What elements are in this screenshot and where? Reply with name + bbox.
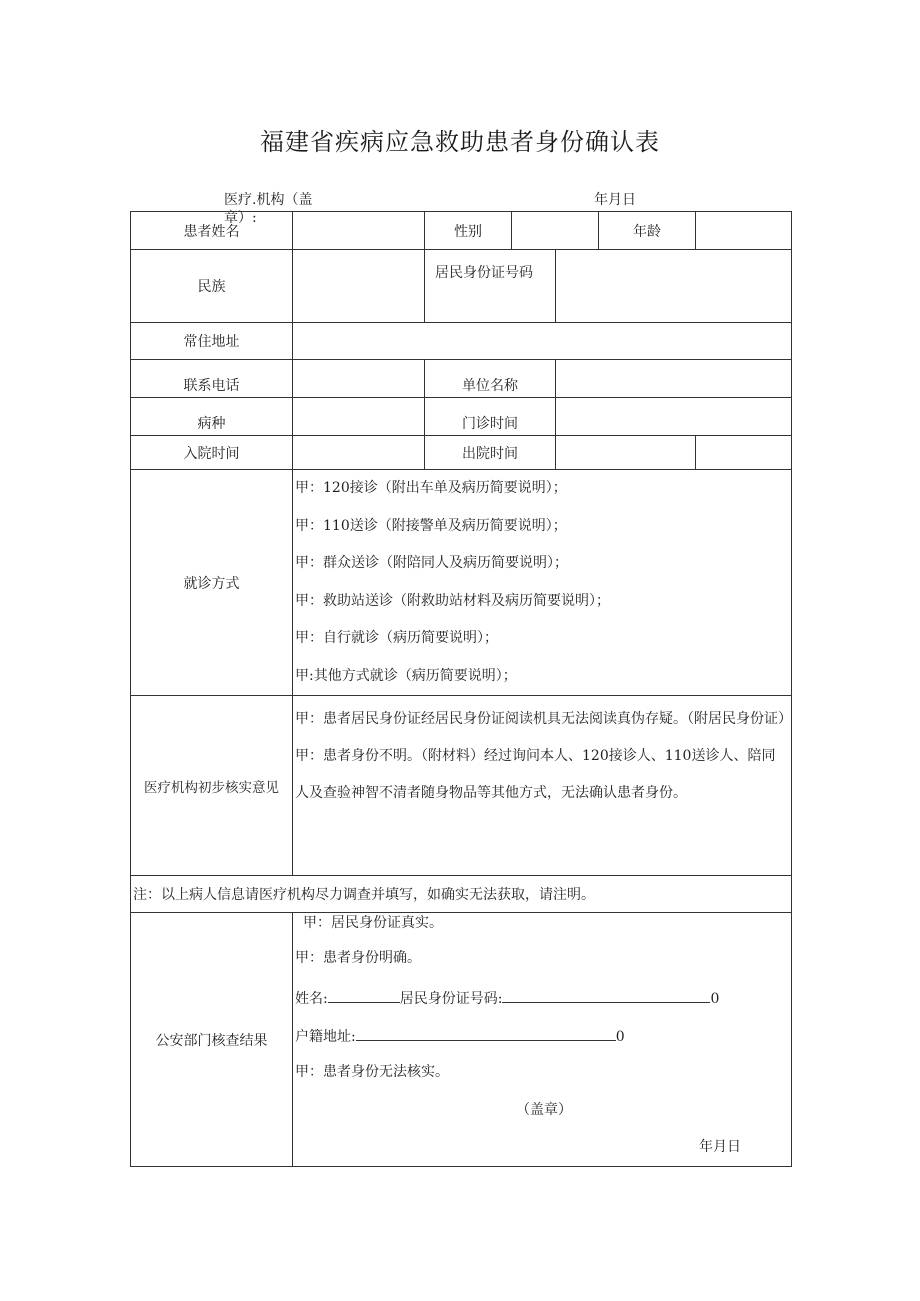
admission-time-value[interactable] [293,436,425,470]
police-result-3[interactable]: 甲：患者身份无法核实。 [295,1064,449,1080]
household-label: 户籍地址: [295,1029,356,1045]
address-value[interactable] [293,323,792,360]
row-police-check [131,913,792,1167]
disease-value[interactable] [293,398,425,436]
age-label: 年龄 [599,212,696,250]
discharge-time-value[interactable] [556,436,696,470]
police-household-line [295,1026,625,1047]
police-seal: （盖章） [516,1102,572,1118]
phone-value[interactable] [293,360,425,398]
row-note [131,876,792,913]
visit-mode-option[interactable]: 甲：群众送诊（附陪同人及病历简要说明）； [295,555,568,571]
police-check-results [293,913,792,1167]
form-note: 注：以上病人信息请医疗机构尽力调查并填写，如确实无法获取，请注明。 [131,876,792,913]
header-date-label: 年月日 [594,192,636,208]
row-disease [131,398,792,436]
institution-review-opinions [293,696,792,876]
police-result-2[interactable]: 甲：患者身份明确。 [295,950,421,966]
id-number-label: 居民身份证号码 [425,250,556,323]
end-mark: 0 [710,991,720,1007]
row-admission [131,436,792,470]
address-label: 常住地址 [131,323,293,360]
row-ethnicity [131,250,792,323]
clinic-time-value[interactable] [556,398,792,436]
row-basic-info [131,212,792,250]
discharge-extra-cell [696,436,792,470]
visit-mode-option[interactable]: 甲：救助站送诊（附救助站材料及病历简要说明）； [295,592,610,609]
household-blank[interactable] [356,1026,616,1041]
police-result-1[interactable]: 甲：居民身份证真实。 [303,915,443,931]
review-opinion-1[interactable]: 甲：患者居民身份证经居民身份证阅读机具无法阅读真伪存疑。（附居民身份证） [295,711,792,727]
institution-review-label: 医疗机构初步核实意见 [131,696,293,876]
patient-name-value[interactable] [293,212,425,250]
phone-label: 联系电话 [131,360,293,398]
row-phone [131,360,792,398]
admission-time-label: 入院时间 [131,436,293,470]
name-label: 姓名: [295,991,328,1007]
review-opinion-2[interactable]: 甲：患者身份不明。（附材料）经过询问本人、120接诊人、110送诊人、陪同人及查验神智不清者随身物品等其他方式，无法确认患者身份。 [295,748,776,801]
visit-mode-option[interactable]: 甲:其他方式就诊（病历简要说明）； [295,667,517,684]
visit-mode-options [293,470,792,696]
end-mark: 0 [615,1029,625,1045]
employer-value[interactable] [556,360,792,398]
visit-mode-label: 就诊方式 [131,470,293,696]
row-institution-review [131,696,792,876]
ethnicity-value[interactable] [293,250,425,323]
police-check-label: 公安部门核查结果 [131,913,293,1167]
ethnicity-label: 民族 [131,250,293,323]
age-value[interactable] [696,212,792,250]
form-title: 福建省疾病应急救助患者身份确认表 [260,128,660,156]
id-number-blank[interactable] [502,988,710,1003]
visit-mode-option[interactable]: 甲：自行就诊（病历简要说明）； [295,630,498,646]
gender-label: 性别 [425,212,512,250]
police-date: 年月日 [699,1139,741,1155]
clinic-time-label: 门诊时间 [425,398,556,436]
identity-form-table [130,211,792,1167]
row-visit-mode [131,470,792,696]
disease-label: 病种 [131,398,293,436]
gender-value[interactable] [512,212,599,250]
employer-label: 单位名称 [425,360,556,398]
institution-seal-label: 医疗.机构（盖 [224,192,313,208]
patient-name-label: 患者姓名 [131,212,293,250]
id-number-label: 居民身份证号码: [399,991,503,1007]
name-blank[interactable] [328,988,400,1003]
institution-seal-label-cont: 章）: [224,210,257,226]
id-number-value[interactable] [556,250,792,323]
visit-mode-option[interactable]: 甲：110送诊（附接警单及病历简要说明）； [295,517,567,534]
row-address [131,323,792,360]
discharge-time-label: 出院时间 [425,436,556,470]
police-identity-line [295,988,719,1009]
visit-mode-option[interactable]: 甲：120接诊（附出车单及病历简要说明）； [295,480,567,496]
